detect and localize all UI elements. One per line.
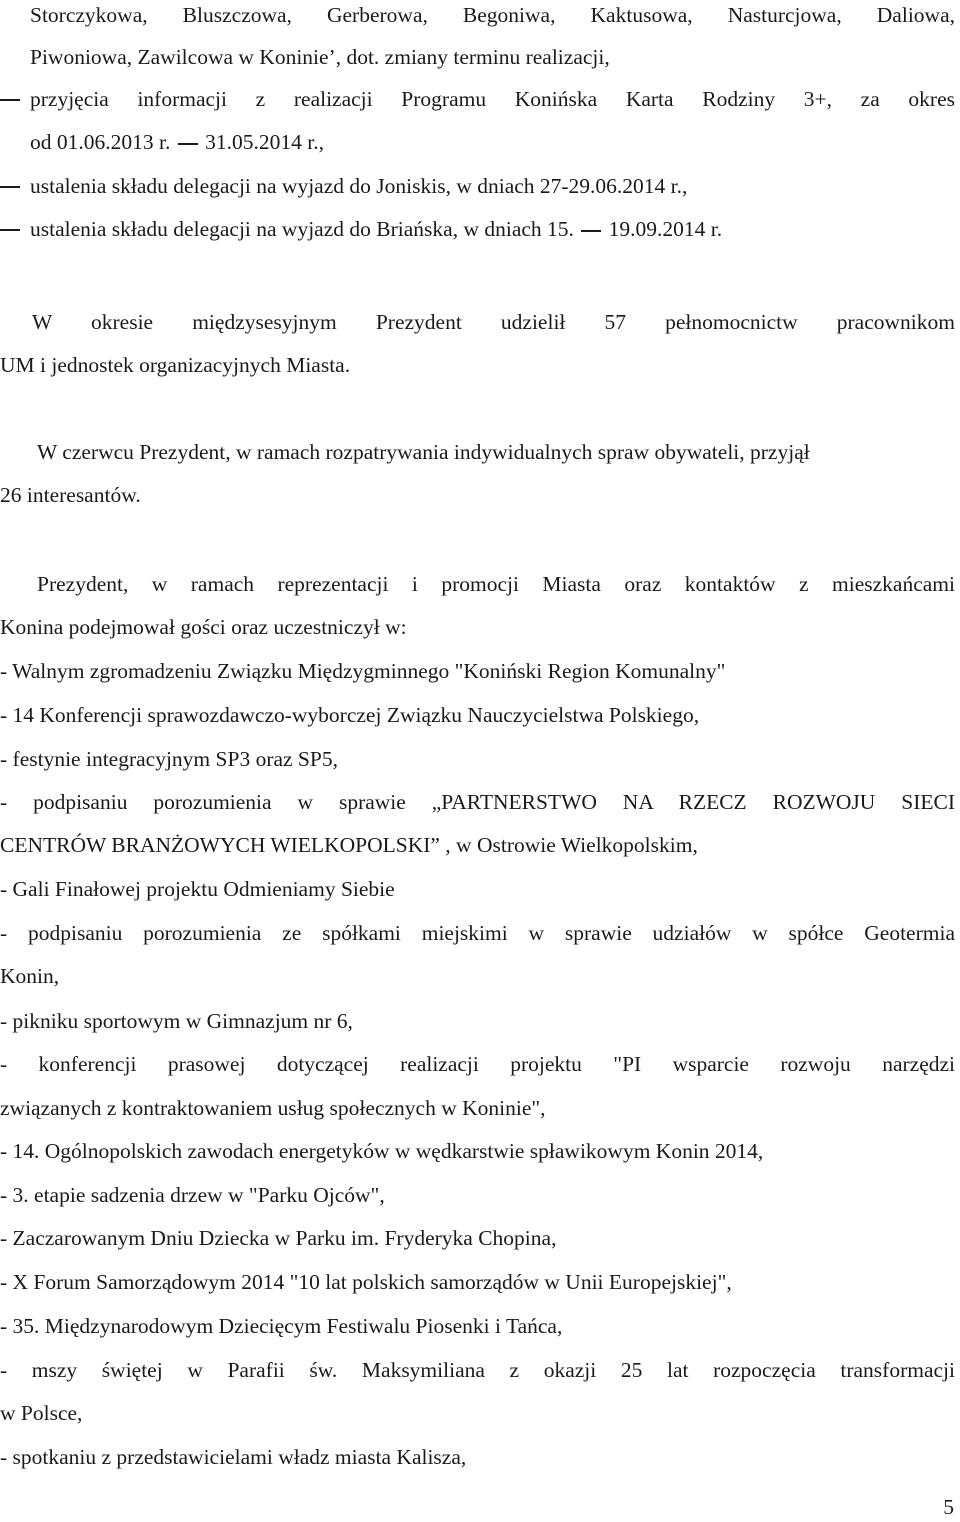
event-line: związanych z kontraktowaniem usług społecznych w Koninie",	[0, 1096, 546, 1120]
event-line: - konferencji prasowej dotyczącej realizacji projektu "PI wsparcie rozwoju narzędzi	[0, 1052, 955, 1076]
event-line: - Walnym zgromadzeniu Związku Międzygminnego "Koniński Region Komunalny"	[0, 659, 726, 683]
event-line: Konin,	[0, 964, 60, 988]
dash-item-3-text: ustalenia składu delegacji na wyjazd do Briańska, w dniach 15.	[30, 217, 574, 241]
event-line: - 14 Konferencji sprawozdawczo-wyborczej Związku Nauczycielstwa Polskiego,	[0, 703, 700, 727]
paragraph-events-intro-line-1: Prezydent, w ramach reprezentacji i promocji Miasta oraz kontaktów z mieszkańcami	[37, 572, 955, 596]
event-line: w Polsce,	[0, 1401, 83, 1425]
page-number: 5	[943, 1495, 954, 1519]
list-continuation-line-1: Storczykowa, Bluszczowa, Gerberowa, Begoniwa, Kaktusowa, Nasturcjowa, Daliowa,	[30, 3, 955, 27]
event-line: - podpisaniu porozumienia ze spółkami miejskimi w sprawie udziałów w spółce Geotermia	[0, 921, 955, 945]
event-line: - 35. Międzynarodowym Dziecięcym Festiwalu Piosenki i Tańca,	[0, 1314, 563, 1338]
event-line: - podpisaniu porozumienia w sprawie „PARTNERSTWO NA RZECZ ROZWOJU SIECI	[0, 790, 955, 814]
dash-item-1-date-end: 31.05.2014 r.,	[205, 130, 324, 154]
event-line: - festynie integracyjnym SP3 oraz SP5,	[0, 747, 338, 771]
paragraph-events-intro-line-2: Konina podejmował gości oraz uczestniczył w:	[0, 615, 407, 639]
dash-item-2: ustalenia składu delegacji na wyjazd do Joniskis, w dniach 27-29.06.2014 r.,	[30, 174, 688, 198]
event-line: - 3. etapie sadzenia drzew w "Parku Ojców",	[0, 1183, 385, 1207]
range-dash	[178, 143, 198, 145]
event-line: - pikniku sportowym w Gimnazjum nr 6,	[0, 1009, 353, 1033]
dash-item-1-line-1: przyjęcia informacji z realizacji Programu Konińska Karta Rodziny 3+, za okres	[30, 87, 955, 111]
event-line: CENTRÓW BRANŻOWYCH WIELKOPOLSKI” , w Ostrowie Wielkopolskim,	[0, 833, 698, 857]
dash-item-3-date-end: 19.09.2014 r.	[608, 217, 723, 241]
dash-item-3	[30, 214, 955, 244]
event-line: - X Forum Samorządowym 2014 "10 lat polskich samorządów w Unii Europejskiej",	[0, 1270, 732, 1294]
paragraph-powers-line-1: W okresie międzysesyjnym Prezydent udzielił 57 pełnomocnictw pracownikom	[32, 310, 955, 334]
range-dash	[581, 230, 601, 232]
event-line: - mszy świętej w Parafii św. Maksymiliana z okazji 25 lat rozpoczęcia transformacji	[0, 1358, 955, 1382]
dash-item-1-line-2	[30, 127, 955, 157]
event-line: - Zaczarowanym Dniu Dziecka w Parku im. Fryderyka Chopina,	[0, 1226, 557, 1250]
paragraph-citizens-line-2: 26 interesantów.	[0, 483, 141, 507]
event-line: - Gali Finałowej projektu Odmieniamy Siebie	[0, 877, 395, 901]
list-continuation-line-2: Piwoniowa, Zawilcowa w Koninie’, dot. zmiany terminu realizacji,	[30, 45, 610, 69]
dash-bullet	[0, 229, 20, 231]
paragraph-powers-line-2: UM i jednostek organizacyjnych Miasta.	[0, 353, 351, 377]
dash-item-1-date-start: od 01.06.2013 r.	[30, 130, 171, 154]
paragraph-citizens-line-1: W czerwcu Prezydent, w ramach rozpatrywania indywidualnych spraw obywateli, przyjął	[37, 440, 810, 464]
event-line: - 14. Ogólnopolskich zawodach energetyków w wędkarstwie spławikowym Konin 2014,	[0, 1139, 764, 1163]
event-line: - spotkaniu z przedstawicielami władz miasta Kalisza,	[0, 1445, 467, 1469]
dash-bullet	[0, 186, 20, 188]
dash-bullet	[0, 99, 20, 101]
